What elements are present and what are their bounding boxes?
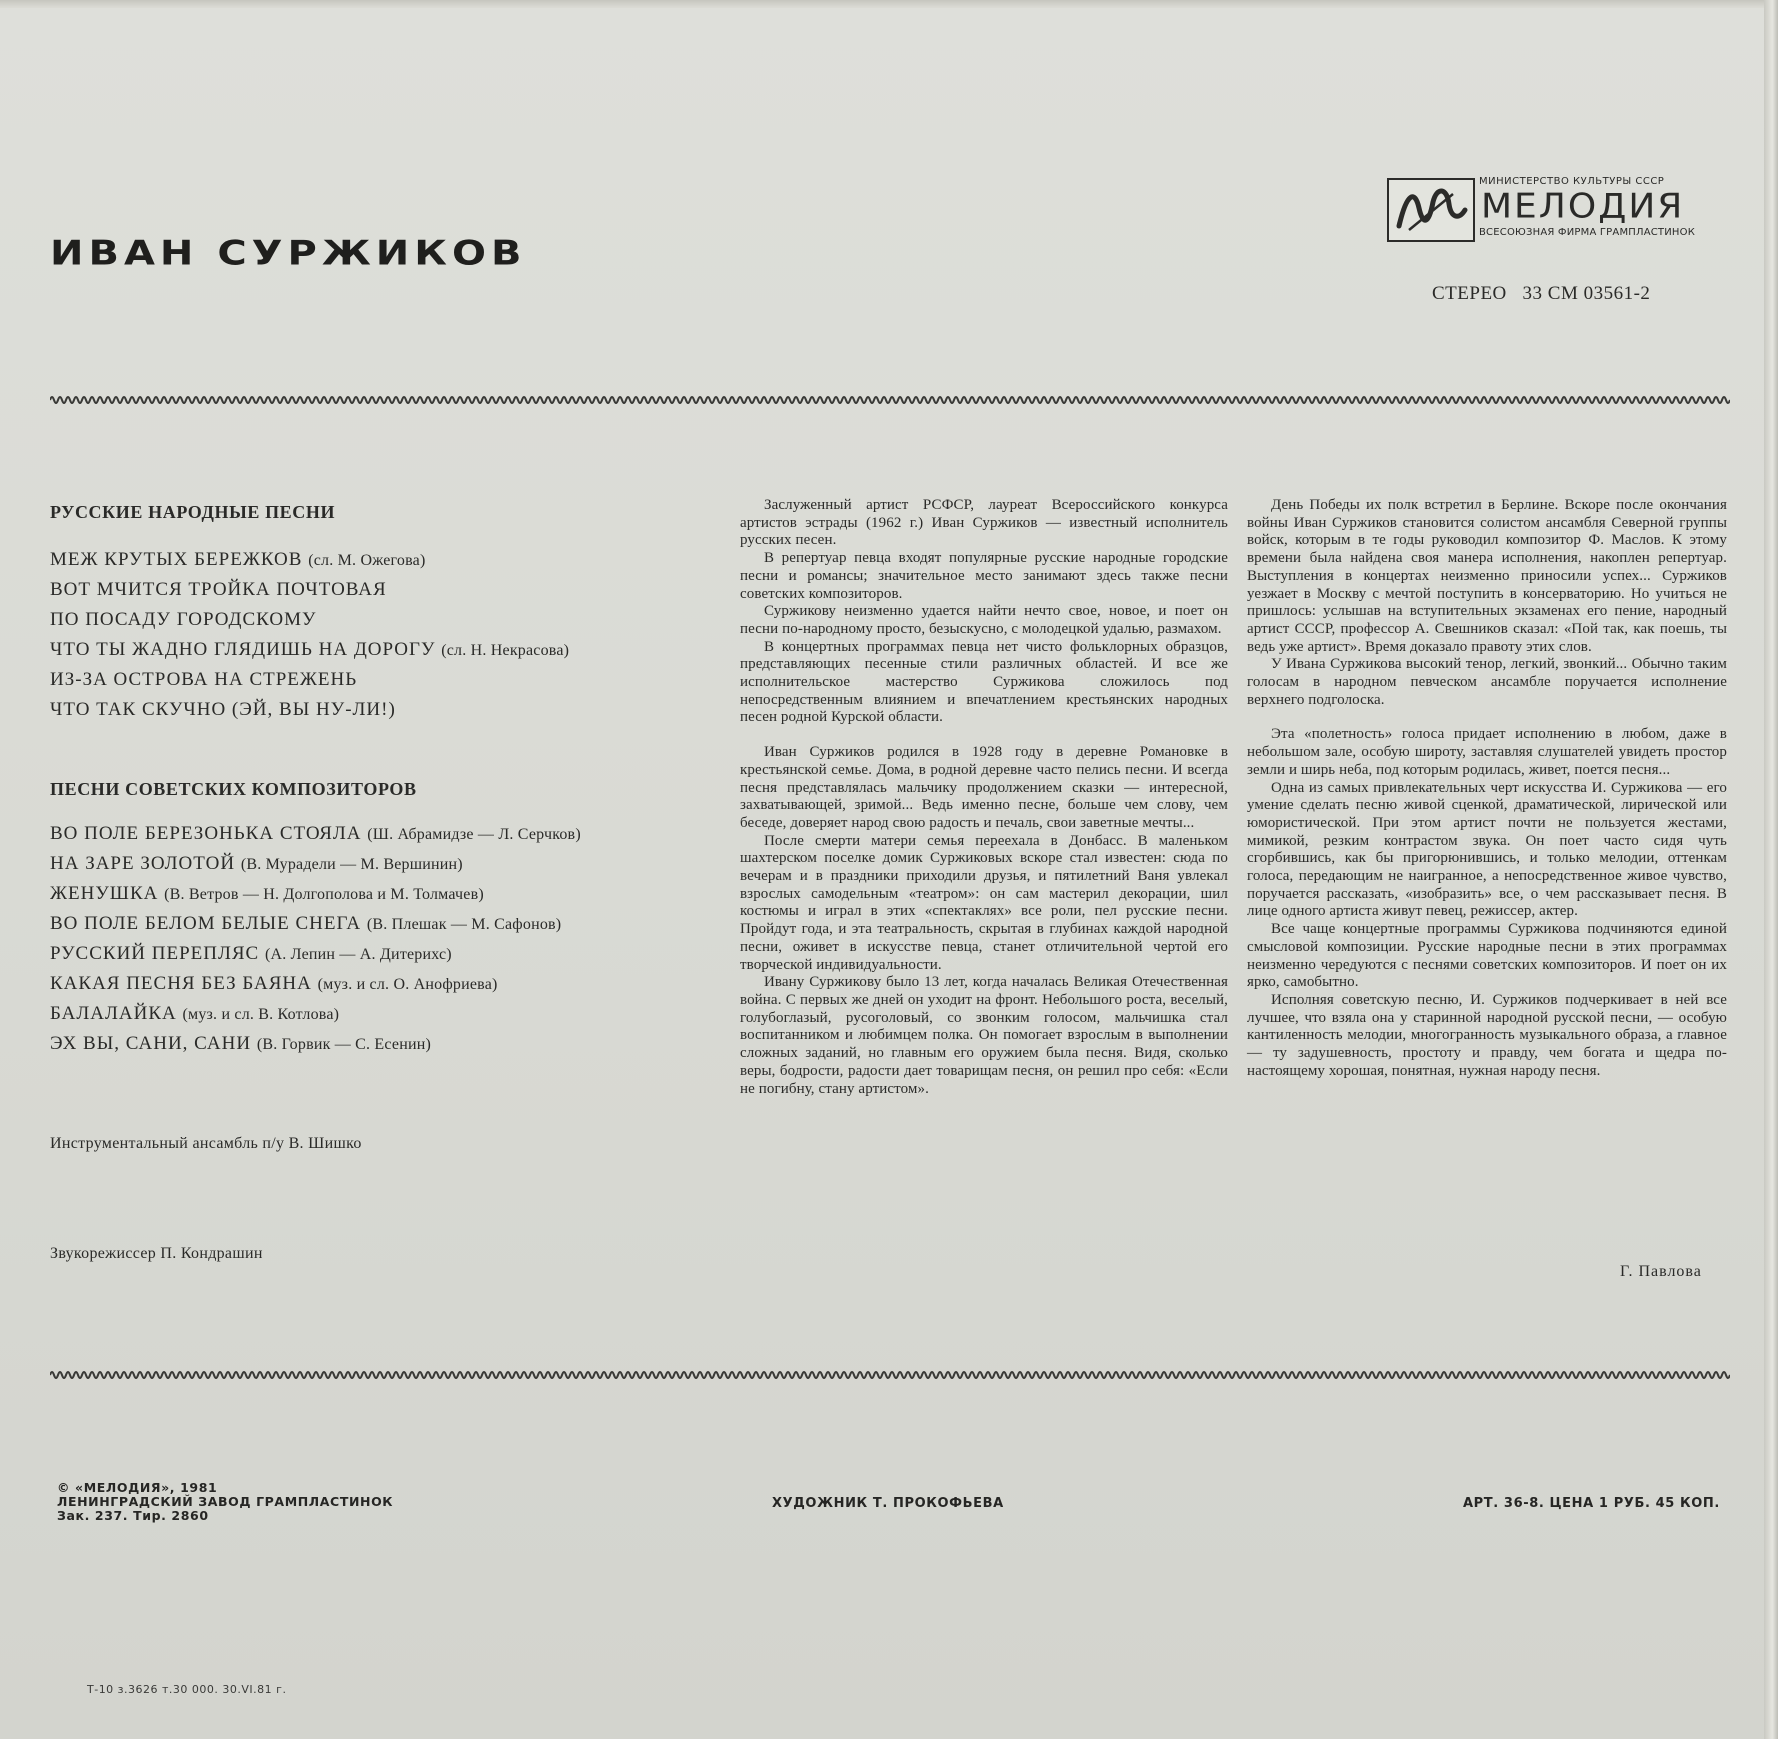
notes-paragraph: Одна из самых привлекательных черт искусства И. Суржикова — его умение сделать песню живой сценкой, драматической, лирической или юмористической. При этом артист почти не пользуется жестами, мимикой, резким контрастом звука. Он поет часто сидя чуть сгорбившись, как бы пригорюнившись, и только мелодии, оттенкам голоса, передающим не наигранное, а непосредственное живое чувство, поручается рассказать, «изобразить» все, о чем рассказывает песня. В лице одного артиста живут певец, режиссер, актер. [1247,779,1727,920]
track-title: ЖЕНУШКА [50,883,159,904]
track-item [50,639,569,661]
track-credit: (муз. и сл. О. Анофриева) [317,976,498,993]
notes-paragraph: Заслуженный артист РСФСР, лауреат Всероссийского конкурса артистов эстрады (1962 г.) Иван Суржиков — известный исполнитель русских песен. [740,497,1228,549]
copyright-line: © «МЕЛОДИЯ», 1981 [57,1480,218,1495]
track-item [50,609,316,631]
soviet-songs-heading: ПЕСНИ СОВЕТСКИХ КОМПОЗИТОРОВ [50,779,417,799]
publisher-block [57,1481,393,1523]
track-title: ИЗ-ЗА ОСТРОВА НА СТРЕЖЕНЬ [50,669,358,690]
melodiya-logo [1387,176,1717,242]
track-title: ВОТ МЧИТСЯ ТРОЙКА ПОЧТОВАЯ [50,579,387,600]
track-item [50,853,463,875]
track-item [50,1003,339,1025]
sleeve-top-edge [0,0,1778,8]
track-title: БАЛАЛАЙКА [50,1003,177,1024]
liner-notes-column-1 [740,497,1228,1098]
track-title: ВО ПОЛЕ БЕРЕЗОНЬКА СТОЯЛА [50,823,362,844]
track-credit: (В. Плешак — М. Сафонов) [366,916,562,933]
cover-artist-credit: ХУДОЖНИК Т. ПРОКОФЬЕВА [772,1496,1004,1511]
track-credit: (В. Ветров — Н. Долгополова и М. Толмачев) [164,886,484,903]
sleeve-right-edge [1764,0,1778,1739]
ensemble-credit: Инструментальный ансамбль п/у В. Шишко [50,1135,362,1152]
track-item [50,883,484,905]
track-credit: (В. Горвик — С. Есенин) [256,1036,432,1053]
liner-notes-column-2 [1247,497,1727,1081]
label-sub-text: ВСЕСОЮЗНАЯ ФИРМА ГРАМПЛАСТИНОК [1479,227,1696,238]
notes-paragraph: Все чаще концертные программы Суржикова подчиняются единой смысловой композиции. Русские народные песни в этих программах неизменно чередуются с песнями советских композиторов. И поет он их ярко, самобытно. [1247,921,1727,991]
track-title: НА ЗАРЕ ЗОЛОТОЙ [50,853,236,874]
track-credit: (сл. М. Ожегова) [308,552,426,569]
track-item [50,913,561,935]
notes-paragraph: Суржикову неизменно удается найти нечто свое, новое, и поет он песни по-народному просто, безыскусно, с молодецкой удалью, размахом. [740,603,1228,637]
track-credit: (А. Лепин — А. Дитерихс) [264,946,452,963]
track-item [50,579,387,601]
track-title: ПО ПОСАДУ ГОРОДСКОМУ [50,609,317,630]
track-item [50,973,498,995]
track-credit: (сл. Н. Некрасова) [441,642,570,659]
label-name-text: МЕЛОДИЯ [1481,187,1685,226]
track-item [50,943,452,965]
notes-paragraph: После смерти матери семья переехала в Донбасс. В маленьком шахтерском поселке домик Суржиковых вскоре стал известен: сюда по вечерам и в праздники приходили друзья, и пятилетний Ваня увлекал взрослых самодельным «театром»: он сам мастерил декорации, шил костюмы и играл в этих «спектаклях» все роли, пел русские песни. Пройдут года, и эта театральность, скрытая в глубинах каждой народной песни, оживет в искусстве певца, станет отличительной чертой его творческой индивидуальности. [740,832,1228,973]
track-credit: (Ш. Абрамидзе — Л. Серчков) [367,826,581,843]
notes-paragraph: Исполняя советскую песню, И. Суржиков подчеркивает в ней все лучшее, что взяла она у старинной народной русской песни, — особую кантиленность мелодии, многогранность музыкального образа, а главное — ту задушевность, простоту и правду, чем богата и щедра по-настоящему хорошая, понятная, нужная народу песня. [1247,991,1727,1079]
notes-paragraph: День Победы их полк встретил в Берлине. Вскоре после окончания войны Иван Суржиков становится солистом ансамбля Северной группы войск, которым в те годы руководил композитор Ф. Маслов. К этому времени была найдена своя манера исполнения, накоплен репертуар. Выступления в концертах неизменно приносили успех... Суржиков уезжает в Москву с мечтой поступить в консерваторию. Но учиться не пришлось: услышав на вступительных экзаменах его пение, народный артист СССР, профессор А. Свешников сказал: «Пой так, как поешь, ты ведь уже артист». Время доказало правоту этих слов. [1247,497,1727,655]
notes-paragraph: Иван Суржиков родился в 1928 году в деревне Романовке в крестьянской семье. Дома, в родной деревне часто пелись песни. И всегда песня представлялась мальчику продолжением сказки — интересной, захватывающей, зримой... Ведь именно песне, больше чем слову, чем беседе, доверяет народ свою радость и печаль, свои заветные мечты... [740,744,1228,831]
notes-paragraph: В концертных программах певца нет чисто фольклорных образцов, представляющих песенные стили различных областей. И все же исполнительское мастерство Суржикова сложилось под непосредственным влиянием и впечатлением крестьянских народных песен родной Курской области. [740,638,1228,726]
melodiya-emblem-icon [1387,178,1475,242]
track-item [50,823,581,845]
track-title: ЧТО ТАК СКУЧНО (ЭЙ, ВЫ НУ-ЛИ!) [50,699,396,720]
price-line: АРТ. 36-8. ЦЕНА 1 РУБ. 45 КОП. [1463,1496,1720,1511]
notes-paragraph: У Ивана Суржикова высокий тенор, легкий, звонкий... Обычно таким голосам в народном певческом ансамбле поручается исполнение верхнего подголоска. [1247,656,1727,708]
print-code: Т-10 з.3626 т.30 000. 30.VI.81 г. [87,1683,287,1696]
notes-paragraph: В репертуар певца входят популярные русские народные городские песни и романсы; значительное место занимают здесь также песни советских композиторов. [740,550,1228,602]
track-item [50,699,396,721]
label-ministry-text: МИНИСТЕРСТВО КУЛЬТУРЫ СССР [1479,176,1665,187]
folk-songs-heading: РУССКИЕ НАРОДНЫЕ ПЕСНИ [50,502,336,522]
catalog-number: СТЕРЕО 33 СМ 03561-2 [1432,283,1651,304]
track-credit: (В. Мурадели — М. Вершинин) [240,856,463,873]
track-title: КАКАЯ ПЕСНЯ БЕЗ БАЯНА [50,973,312,994]
track-title: РУССКИЙ ПЕРЕПЛЯС [50,943,260,964]
track-title: ЭХ ВЫ, САНИ, САНИ [50,1033,252,1054]
track-item [50,669,357,691]
order-line: Зак. 237. Тир. 2860 [57,1508,209,1523]
track-title: ВО ПОЛЕ БЕЛОМ БЕЛЫЕ СНЕГА [50,913,362,934]
wavy-divider-top [50,393,1730,407]
wavy-divider-bottom [50,1368,1730,1382]
track-title: ЧТО ТЫ ЖАДНО ГЛЯДИШЬ НА ДОРОГУ [50,639,436,660]
engineer-credit: Звукорежиссер П. Кондрашин [50,1245,263,1262]
track-title: МЕЖ КРУТЫХ БЕРЕЖКОВ [50,549,303,570]
notes-signature: Г. Павлова [1620,1263,1702,1280]
artist-name: ИВАН СУРЖИКОВ [50,234,527,274]
notes-paragraph: Ивану Суржикову было 13 лет, когда началась Великая Отечественная война. С первых же дней он уходит на фронт. Небольшого роста, веселый, голубоглазый, русоголовый, со звонким голосом, мальчишка стал воспитанником и любимцем полка. Он помогает взрослым в выполнении сложных заданий, но главным его оружием была песня. Видя, сколько веры, бодрости, радости дает товарищам песня, он решил про себя: «Если не погибну, стану артистом». [740,974,1228,1097]
notes-paragraph: Эта «полетность» голоса придает исполнению в любом, даже в небольшом зале, особую широту, заставляя слушателей увидеть простор земли и ширь неба, под которым родилась, живет, поется песня... [1247,726,1727,778]
plant-line: ЛЕНИНГРАДСКИЙ ЗАВОД ГРАМПЛАСТИНОК [57,1494,394,1509]
track-item [50,549,425,571]
track-item [50,1033,431,1055]
track-credit: (муз. и сл. В. Котлова) [182,1006,340,1023]
